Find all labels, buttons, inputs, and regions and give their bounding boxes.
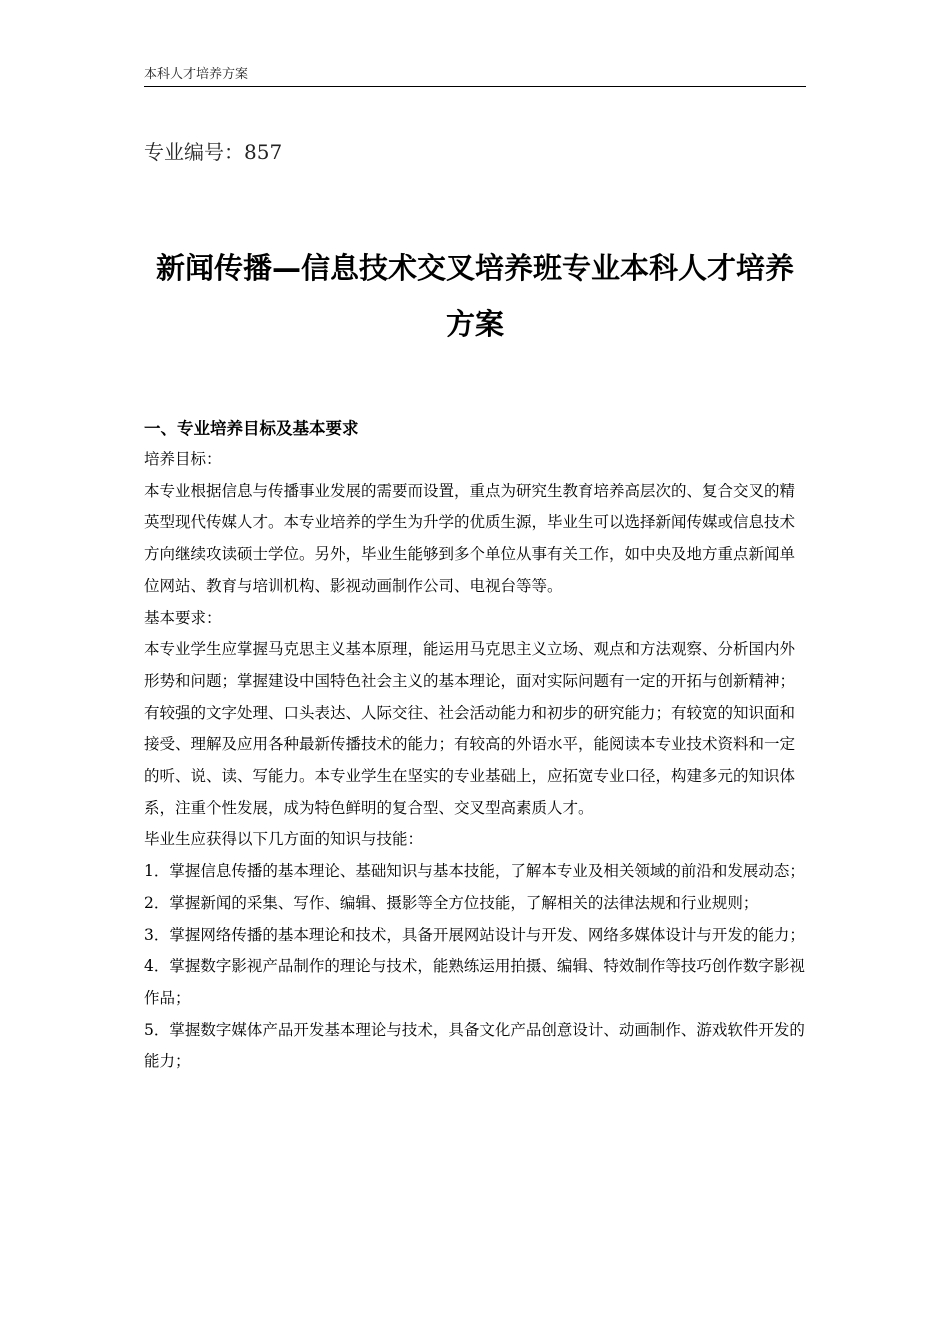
major-code: 专业编号：857 (144, 140, 283, 164)
goal-label: 培养目标： (144, 450, 222, 468)
skills-intro: 毕业生应获得以下几方面的知识与技能： (144, 830, 424, 849)
skill-item: 2．掌握新闻的采集、写作、编辑、摄影等全方位技能，了解相关的法律法规和行业规则； (144, 893, 759, 912)
goal-paragraph: 本专业根据信息与传播事业发展的需要而设置，重点为研究生教育培养高层次的、复合交叉的精英型现代传媒人才。本专业培养的学生为升学的优质生源，毕业生可以选择新闻传媒或信息技术方向继续攻读硕士学位。另外，毕业生能够到多个单位从事有关工作，如中央及地方重点新闻单位网站、教育与培训机构、影视动画制作公司、电视台等等。 (144, 481, 796, 595)
skill-item: 4．掌握数字影视产品制作的理论与技术，能熟练运用拍摄、编辑、特效制作等技巧创作数字影视作品； (144, 957, 805, 1007)
requirements-paragraph: 本专业学生应掌握马克思主义基本原理，能运用马克思主义立场、观点和方法观察、分析国内外形势和问题；掌握建设中国特色社会主义的基本理论，面对实际问题有一定的开拓与创新精神；有较强的文字处理、口头表达、人际交往、社会活动能力和初步的研究能力；有较宽的知识面和接受、理解及应用各种最新传播技术的能力；有较高的外语水平，能阅读本专业技术资料和一定的听、说、读、写能力。本专业学生在坚实的专业基础上，应拓宽专业口径，构建多元的知识体系，注重个性发展，成为特色鲜明的复合型、交叉型高素质人才。 (144, 640, 796, 817)
skill-item: 5．掌握数字媒体产品开发基本理论与技术，具备文化产品创意设计、动画制作、游戏软件开发的能力； (144, 1020, 805, 1071)
running-header: 本科人才培养方案 (144, 66, 806, 87)
requirements-label: 基本要求： (144, 608, 222, 627)
document-title: 新闻传播—信息技术交叉培养班专业本科人才培养方案 (155, 251, 794, 341)
skill-item: 1．掌握信息传播的基本理论、基础知识与基本技能，了解本专业及相关领域的前沿和发展动态； (144, 862, 805, 881)
section-body (144, 444, 806, 1078)
section-heading: 一、专业培养目标及基本要求 (144, 419, 359, 438)
skill-item: 3．掌握网络传播的基本理论和技术，具备开展网站设计与开发、网络多媒体设计与开发的能力； (144, 925, 805, 944)
